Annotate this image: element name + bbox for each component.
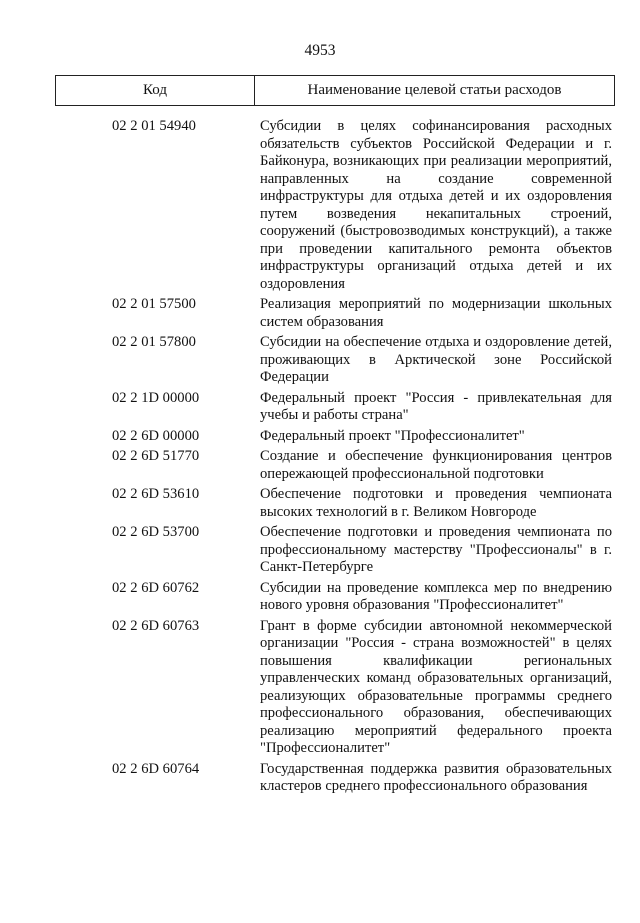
table-header <box>55 75 615 106</box>
row-code: 02 2 6D 60763 <box>112 617 200 634</box>
row-code: 02 2 01 57500 <box>112 296 196 312</box>
table-body <box>0 118 640 799</box>
table-row <box>0 580 640 615</box>
table-row <box>0 448 640 483</box>
table-row <box>0 524 640 577</box>
table-row <box>0 618 640 758</box>
row-name: Федеральный проект "Профессионалитет" <box>260 427 525 444</box>
table-row <box>0 428 640 446</box>
row-code: 02 2 6D 60764 <box>112 760 200 777</box>
table-row <box>0 761 640 796</box>
header-code-cell: Код <box>56 76 255 105</box>
row-code: 02 2 6D 53610 <box>112 486 200 502</box>
table-row <box>0 118 640 293</box>
table-row <box>0 486 640 521</box>
row-code: 02 2 6D 60762 <box>112 579 200 596</box>
row-code: 02 2 6D 00000 <box>112 427 200 444</box>
row-name: Грант в форме субсидии автономной некоммерческой организации "Россия - страна возможностей" в целях повышения квалификации региональных управленческих команд образовательных организаций, реализующих образовательные программы среднего профессионального образования, обеспечивающих реализацию мероприятий федерального проекта "Профессионалитет" <box>260 617 612 756</box>
row-name: Субсидии на проведение комплекса мер по внедрению нового уровня образования "Профессионалитет" <box>260 579 612 613</box>
row-name: Реализация мероприятий по модернизации школьных систем образования <box>260 296 612 330</box>
row-code: 02 2 1D 00000 <box>112 389 200 406</box>
table-row <box>0 334 640 387</box>
row-code: 02 2 01 57800 <box>112 334 196 350</box>
table-row <box>0 390 640 425</box>
row-name: Федеральный проект "Россия - привлекательная для учебы и работы страна" <box>260 389 612 423</box>
row-name: Субсидии в целях софинансирования расходных обязательств субъектов Российской Федерации и г. Байконура, возникающих при реализации мероприятий, направленных на создание современной инфраструктуры для отдыха детей и их оздоровления путем возведения некапитальных строений, сооружений (быстровозводимых конструкций), а также при проведении капитального ремонта объектов инфраструктуры организаций отдыха детей и их оздоровления <box>260 118 612 292</box>
row-name: Обеспечение подготовки и проведения чемпионата по профессиональному мастерству "Профессионалы" в г. Санкт-Петербурге <box>260 524 612 575</box>
table-row <box>0 296 640 331</box>
header-name-cell: Наименование целевой статьи расходов <box>307 82 562 98</box>
page-number: 4953 <box>304 42 336 59</box>
row-name: Государственная поддержка развития образовательных кластеров среднего профессионального образования <box>260 760 612 794</box>
row-code: 02 2 6D 51770 <box>112 448 200 464</box>
row-name: Обеспечение подготовки и проведения чемпионата высоких технологий в г. Великом Новгороде <box>260 486 612 520</box>
row-name: Создание и обеспечение функционирования центров опережающей профессиональной подготовки <box>260 448 612 482</box>
row-name: Субсидии на обеспечение отдыха и оздоровление детей, проживающих в Арктической зоне Российской Федерации <box>260 334 612 385</box>
row-code: 02 2 6D 53700 <box>112 524 200 540</box>
row-code: 02 2 01 54940 <box>112 118 196 134</box>
